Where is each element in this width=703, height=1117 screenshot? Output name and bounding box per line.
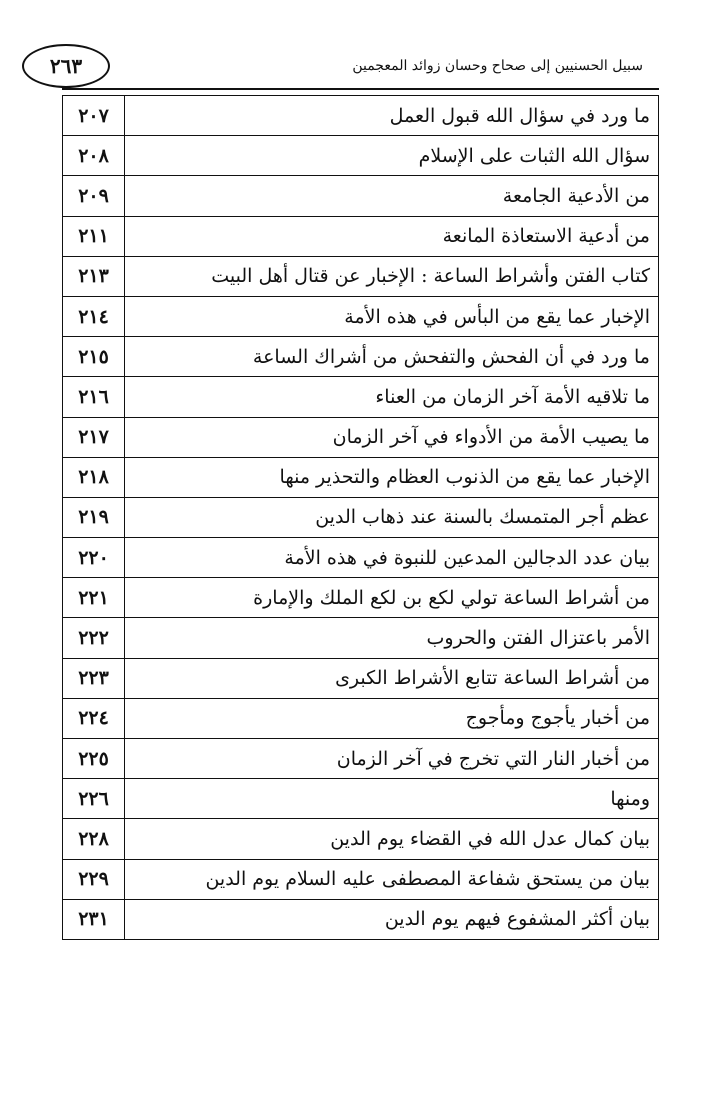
entry-page-number: ٢١٦ bbox=[63, 377, 125, 417]
entry-page-number: ٢١٣ bbox=[63, 256, 125, 296]
index-row bbox=[63, 136, 659, 176]
entry-page-number: ٢٢٩ bbox=[63, 859, 125, 899]
index-row bbox=[63, 96, 659, 136]
entry-title: ما يصيب الأمة من الأدواء في آخر الزمان bbox=[125, 417, 659, 457]
index-row bbox=[63, 859, 659, 899]
entry-page-number: ٢٠٧ bbox=[63, 96, 125, 136]
index-row bbox=[63, 337, 659, 377]
entry-page-number: ٢٢١ bbox=[63, 578, 125, 618]
entry-page-number: ٢٢٤ bbox=[63, 698, 125, 738]
index-row bbox=[63, 216, 659, 256]
entry-page-number: ٢٢٢ bbox=[63, 618, 125, 658]
entry-page-number: ٢١١ bbox=[63, 216, 125, 256]
entry-page-number: ٢١٤ bbox=[63, 296, 125, 336]
entry-page-number: ٢٢٦ bbox=[63, 779, 125, 819]
index-table-body bbox=[63, 96, 659, 940]
entry-title: عظم أجر المتمسك بالسنة عند ذهاب الدين bbox=[125, 497, 659, 537]
page-number bbox=[22, 44, 110, 88]
index-row bbox=[63, 457, 659, 497]
entry-title: كتاب الفتن وأشراط الساعة : الإخبار عن قتال أهل البيت bbox=[125, 256, 659, 296]
index-row bbox=[63, 819, 659, 859]
entry-title: من الأدعية الجامعة bbox=[125, 176, 659, 216]
entry-title: من أخبار يأجوج ومأجوج bbox=[125, 698, 659, 738]
entry-page-number: ٢٢٨ bbox=[63, 819, 125, 859]
entry-page-number: ٢٠٩ bbox=[63, 176, 125, 216]
index-row bbox=[63, 538, 659, 578]
index-row bbox=[63, 256, 659, 296]
entry-title: من أشراط الساعة تتابع الأشراط الكبرى bbox=[125, 658, 659, 698]
index-row bbox=[63, 618, 659, 658]
entry-title: بيان عدد الدجالين المدعين للنبوة في هذه الأمة bbox=[125, 538, 659, 578]
entry-title: ما تلاقيه الأمة آخر الزمان من العناء bbox=[125, 377, 659, 417]
index-row bbox=[63, 176, 659, 216]
entry-title: من أدعية الاستعاذة المانعة bbox=[125, 216, 659, 256]
entry-page-number: ٢٣١ bbox=[63, 899, 125, 939]
index-row bbox=[63, 698, 659, 738]
entry-title: ما ورد في سؤال الله قبول العمل bbox=[125, 96, 659, 136]
entry-title: من أخبار النار التي تخرج في آخر الزمان bbox=[125, 739, 659, 779]
entry-page-number: ٢٢٥ bbox=[63, 739, 125, 779]
index-row bbox=[63, 417, 659, 457]
entry-page-number: ٢١٨ bbox=[63, 457, 125, 497]
index-row bbox=[63, 578, 659, 618]
entry-page-number: ٢١٥ bbox=[63, 337, 125, 377]
entry-title: الأمر باعتزال الفتن والحروب bbox=[125, 618, 659, 658]
entry-title: من أشراط الساعة تولي لكع بن لكع الملك والإمارة bbox=[125, 578, 659, 618]
entry-title: سؤال الله الثبات على الإسلام bbox=[125, 136, 659, 176]
entry-page-number: ٢٢٣ bbox=[63, 658, 125, 698]
entry-title: بيان كمال عدل الله في القضاء يوم الدين bbox=[125, 819, 659, 859]
entry-title: الإخبار عما يقع من البأس في هذه الأمة bbox=[125, 296, 659, 336]
running-header-title: سبيل الحسنيين إلى صحاح وحسان زوائد المعجمين bbox=[352, 58, 643, 74]
entry-page-number: ٢١٩ bbox=[63, 497, 125, 537]
index-row bbox=[63, 899, 659, 939]
index-row bbox=[63, 377, 659, 417]
index-row bbox=[63, 296, 659, 336]
entry-title: الإخبار عما يقع من الذنوب العظام والتحذير منها bbox=[125, 457, 659, 497]
header-divider bbox=[62, 88, 659, 90]
index-row bbox=[63, 779, 659, 819]
index-row bbox=[63, 658, 659, 698]
entry-title: ما ورد في أن الفحش والتفحش من أشراك الساعة bbox=[125, 337, 659, 377]
entry-title: بيان أكثر المشفوع فيهم يوم الدين bbox=[125, 899, 659, 939]
index-row bbox=[63, 739, 659, 779]
page-number-text: ٢٦٣ bbox=[49, 54, 83, 78]
entry-page-number: ٢٢٠ bbox=[63, 538, 125, 578]
index-table bbox=[62, 95, 659, 940]
entry-title: ومنها bbox=[125, 779, 659, 819]
entry-title: بيان من يستحق شفاعة المصطفى عليه السلام يوم الدين bbox=[125, 859, 659, 899]
index-row bbox=[63, 497, 659, 537]
entry-page-number: ٢١٧ bbox=[63, 417, 125, 457]
entry-page-number: ٢٠٨ bbox=[63, 136, 125, 176]
